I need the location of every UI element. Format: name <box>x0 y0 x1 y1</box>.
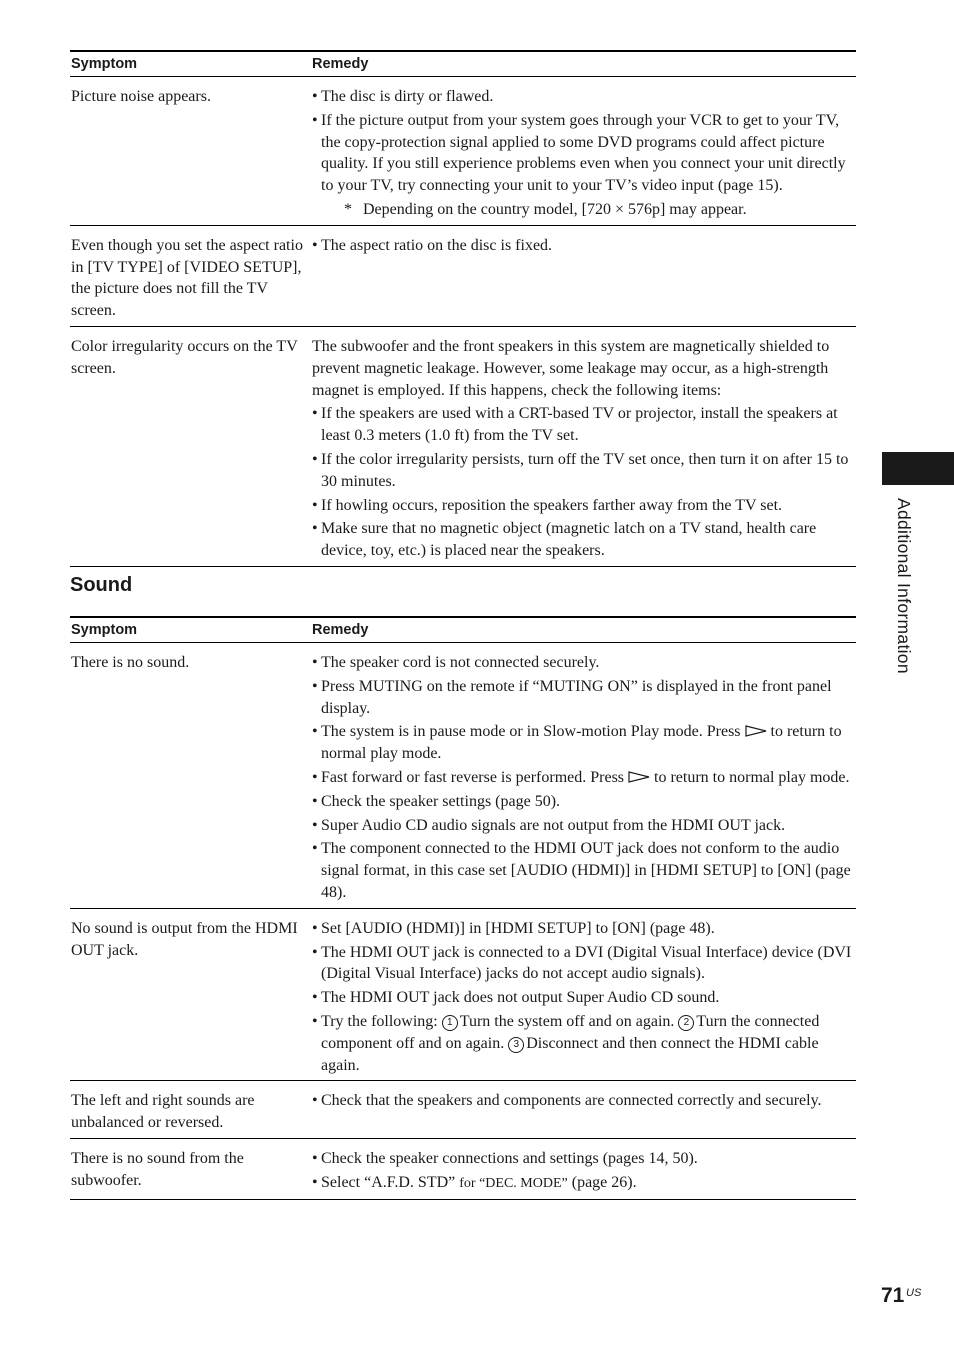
table-row <box>70 225 856 326</box>
remedy-cell <box>311 326 856 566</box>
remedy-bullet: • If howling occurs, reposition the speakers farther away from the TV set. <box>312 495 856 517</box>
symptom-column-header: Symptom <box>70 51 311 77</box>
circled-number-2: 2 <box>678 1015 694 1031</box>
remedy-bullet: • If the speakers are used with a CRT-based TV or projector, install the speakers at least 0.3 meters (1.0 ft) from the TV set. <box>312 403 856 447</box>
bullet-text: to return to normal play mode. <box>321 723 842 763</box>
table-row <box>70 1138 856 1199</box>
remedy-bullet: • The disc is dirty or flawed. <box>312 86 856 108</box>
remedy-cell <box>311 77 856 226</box>
remedy-bullet: • Check that the speakers and components are connected correctly and securely. <box>312 1090 856 1112</box>
step-text: Turn the connected component off and on again. <box>321 1012 820 1052</box>
symptom-column-header: Symptom <box>70 617 311 643</box>
table-row <box>70 643 856 909</box>
circled-number-3: 3 <box>508 1037 524 1053</box>
section-side-label: Additional Information <box>894 498 914 674</box>
remedy-bullet <box>312 767 856 789</box>
remedy-bullet: • The HDMI OUT jack does not output Super Audio CD sound. <box>312 987 856 1009</box>
remedy-bullet: • If the color irregularity persists, turn off the TV set once, then turn it on after 15 to 30 minutes. <box>312 449 856 493</box>
footnote <box>312 199 856 221</box>
table-row <box>70 326 856 566</box>
remedy-bullet: • If the picture output from your system goes through your VCR to get to your TV, the copy-protection signal applied to some DVD programs could affect picture quality. If you still experience problems even when you connect your unit directly to your TV, try connecting your unit to your TV’s video input (page 15). <box>312 110 856 197</box>
remedy-bullet: • Check the speaker settings (page 50). <box>312 791 856 813</box>
section-heading-sound: Sound <box>70 574 133 596</box>
symptom-cell: Picture noise appears. <box>70 77 311 226</box>
picture-troubleshooting-table <box>70 50 856 567</box>
remedy-bullet: • Set [AUDIO (HDMI)] in [HDMI SETUP] to [ON] (page 48). <box>312 918 856 940</box>
symptom-cell: Even though you set the aspect ratio in [TV TYPE] of [VIDEO SETUP], the picture does not fill the TV screen. <box>70 225 311 326</box>
table-row <box>70 77 856 226</box>
symptom-cell: There is no sound. <box>70 643 311 909</box>
step-text: Turn the system off and on again. <box>459 1012 675 1030</box>
page-number: 71 <box>881 1284 905 1307</box>
remedy-intro: The subwoofer and the front speakers in this system are magnetically shielded to prevent magnetic leakage. However, some leakage may occur, as a high-strength magnet is employed. If this happens, check the following items: <box>312 337 830 399</box>
remedy-bullet: • The HDMI OUT jack is connected to a DVI (Digital Visual Interface) device (DVI (Digital Visual Interface) jacks do not accept audio signals). <box>312 942 856 986</box>
bullet-text-small: for “DEC. MODE” <box>459 1175 568 1191</box>
symptom-cell: The left and right sounds are unbalanced or reversed. <box>70 1081 311 1139</box>
remedy-bullet: • Super Audio CD audio signals are not output from the HDMI OUT jack. <box>312 815 856 837</box>
bullet-text: Fast forward or fast reverse is performed. Press <box>321 768 625 786</box>
play-triangle-icon <box>745 725 767 737</box>
remedy-bullet: • The speaker cord is not connected securely. <box>312 652 856 674</box>
footnote-text: Depending on the country model, [720 × 576p] may appear. <box>363 200 747 218</box>
remedy-cell <box>311 1138 856 1199</box>
table-row <box>70 1081 856 1139</box>
remedy-cell <box>311 643 856 909</box>
footnote-mark: * <box>344 200 352 218</box>
remedy-bullet <box>312 1172 856 1195</box>
table-header-row <box>70 51 856 77</box>
symptom-cell: Color irregularity occurs on the TV screen. <box>70 326 311 566</box>
bullet-text: Try the following: <box>321 1012 438 1030</box>
remedy-cell <box>311 225 856 326</box>
bullet-text: (page 26). <box>571 1173 637 1191</box>
remedy-bullet: • The component connected to the HDMI OUT jack does not conform to the audio signal format, in this case set [AUDIO (HDMI)] in [HDMI SETUP] to [ON] (page 48). <box>312 838 856 903</box>
remedy-column-header: Remedy <box>311 617 856 643</box>
remedy-bullet <box>312 1011 856 1076</box>
remedy-bullet: • Press MUTING on the remote if “MUTING ON” is displayed in the front panel display. <box>312 676 856 720</box>
table-row <box>70 908 856 1081</box>
table-header-row <box>70 617 856 643</box>
remedy-column-header: Remedy <box>311 51 856 77</box>
remedy-bullet: • Make sure that no magnetic object (magnetic latch on a TV stand, health care device, toy, etc.) is placed near the speakers. <box>312 518 856 562</box>
symptom-cell: There is no sound from the subwoofer. <box>70 1138 311 1199</box>
bullet-text: The system is in pause mode or in Slow-motion Play mode. Press <box>321 723 741 741</box>
page-number-suffix: US <box>906 1287 922 1299</box>
bullet-text: Select “A.F.D. STD” <box>321 1173 456 1191</box>
remedy-bullet <box>312 721 856 765</box>
remedy-cell <box>311 1081 856 1139</box>
remedy-bullet: • Check the speaker connections and settings (pages 14, 50). <box>312 1148 856 1170</box>
circled-number-1: 1 <box>442 1015 458 1031</box>
symptom-cell: No sound is output from the HDMI OUT jack. <box>70 908 311 1081</box>
remedy-bullet: • The aspect ratio on the disc is fixed. <box>312 235 856 257</box>
bullet-text: to return to normal play mode. <box>654 768 850 786</box>
play-triangle-icon <box>628 771 650 783</box>
step-text: Disconnect and then connect the HDMI cable again. <box>321 1034 819 1074</box>
remedy-cell <box>311 908 856 1081</box>
sound-troubleshooting-table <box>70 616 856 1200</box>
section-tab-marker <box>882 452 954 485</box>
